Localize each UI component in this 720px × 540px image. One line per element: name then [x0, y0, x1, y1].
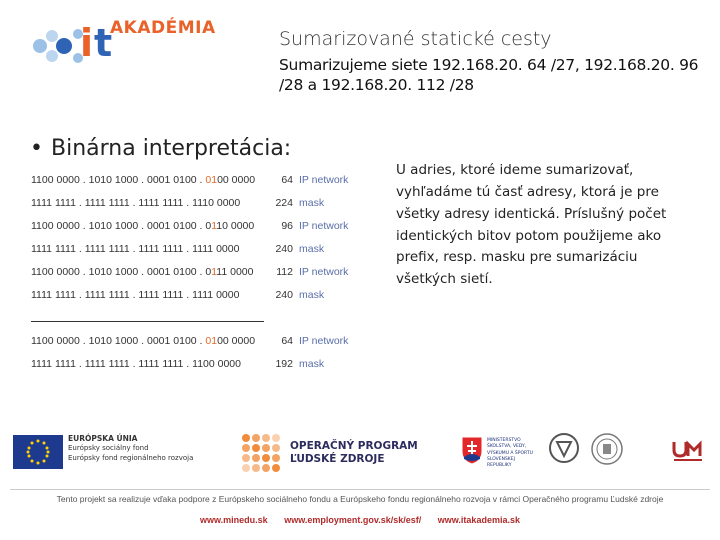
eu-flag-icon [13, 435, 63, 469]
heading-text: Binárna interpretácia: [50, 136, 292, 161]
op-label: OPERAČNÝ PROGRAM ĽUDSKÉ ZDROJE [290, 440, 418, 466]
university-emblem-icon [548, 432, 580, 464]
explanation-note: U adries, ktoré ideme sumarizovať, vyhľadáme tú časť adresy, ktorá je pre všetky adresy identická. Príslušný počet identických bitov potom použijeme ako prefix, resp. masku pre sumarizáciu všetkých sietí. [396, 162, 667, 288]
logo-wordmark: AKADÉMIA [110, 18, 216, 38]
link-employment[interactable]: www.employment.gov.sk/sk/esf/ [284, 515, 422, 525]
svg-text:i: i [80, 21, 94, 65]
binary-row: 1100 0000 . 1010 1000 . 0001 0100 . 0100 0000 64 IP network [31, 174, 349, 186]
binary-row: 1100 0000 . 1010 1000 . 0001 0100 . 0110 0000 96 IP network [31, 220, 349, 232]
bullet-icon: • [30, 136, 43, 161]
binary-row: 1111 1111 . 1111 1111 . 1111 1111 . 1111 0000 240 mask [31, 243, 325, 255]
slide-title: Sumarizované statické cesty [279, 28, 552, 50]
svg-text:t: t [94, 21, 113, 65]
ministry-label: MINISTERSTVO ŠKOLSTVA, VEDY, VÝSKUMU A ŠPORTU SLOVENSKEJ REPUBLIKY [487, 438, 533, 469]
binary-row: 1111 1111 . 1111 1111 . 1111 1111 . 1110 0000 224 mask [31, 197, 325, 209]
link-itakademia[interactable]: www.itakademia.sk [437, 515, 520, 525]
university-seal-icon [590, 432, 624, 466]
umb-logo-icon [670, 434, 706, 464]
link-minedu[interactable]: www.minedu.sk [200, 515, 268, 525]
funding-statement: Tento projekt sa realizuje vďaka podpore z Európskeho sociálneho fondu a Európskeho fondu regionálneho rozvoja v rámci Operačného programu Ľudské zdroje [56, 494, 664, 504]
binary-row: 1100 0000 . 1010 1000 . 0001 0100 . 0111 0000 112 IP network [31, 266, 349, 278]
footer-links [0, 515, 720, 525]
op-ludske-zdroje-logo-icon [241, 433, 281, 473]
eu-label: EURÓPSKA ÚNIA Európsky sociálny fond Európsky fond regionálneho rozvoja [68, 434, 194, 462]
binary-row: 1111 1111 . 1111 1111 . 1111 1111 . 1111 0000 240 mask [31, 289, 325, 301]
binary-row-result: 1111 1111 . 1111 1111 . 1111 1111 . 1100 0000 192 mask [31, 358, 325, 370]
slovak-coat-of-arms-icon [460, 435, 484, 465]
slide-subtitle: Sumarizujeme siete 192.168.20. 64 /27, 192.168.20. 96 /28 a 192.168.20. 112 /28 [279, 56, 699, 95]
binary-row-result: 1100 0000 . 1010 1000 . 0001 0100 . 0100 0000 64 IP network [31, 335, 349, 347]
result-divider [31, 321, 264, 322]
section-heading [30, 136, 291, 161]
footer-divider [10, 489, 710, 490]
